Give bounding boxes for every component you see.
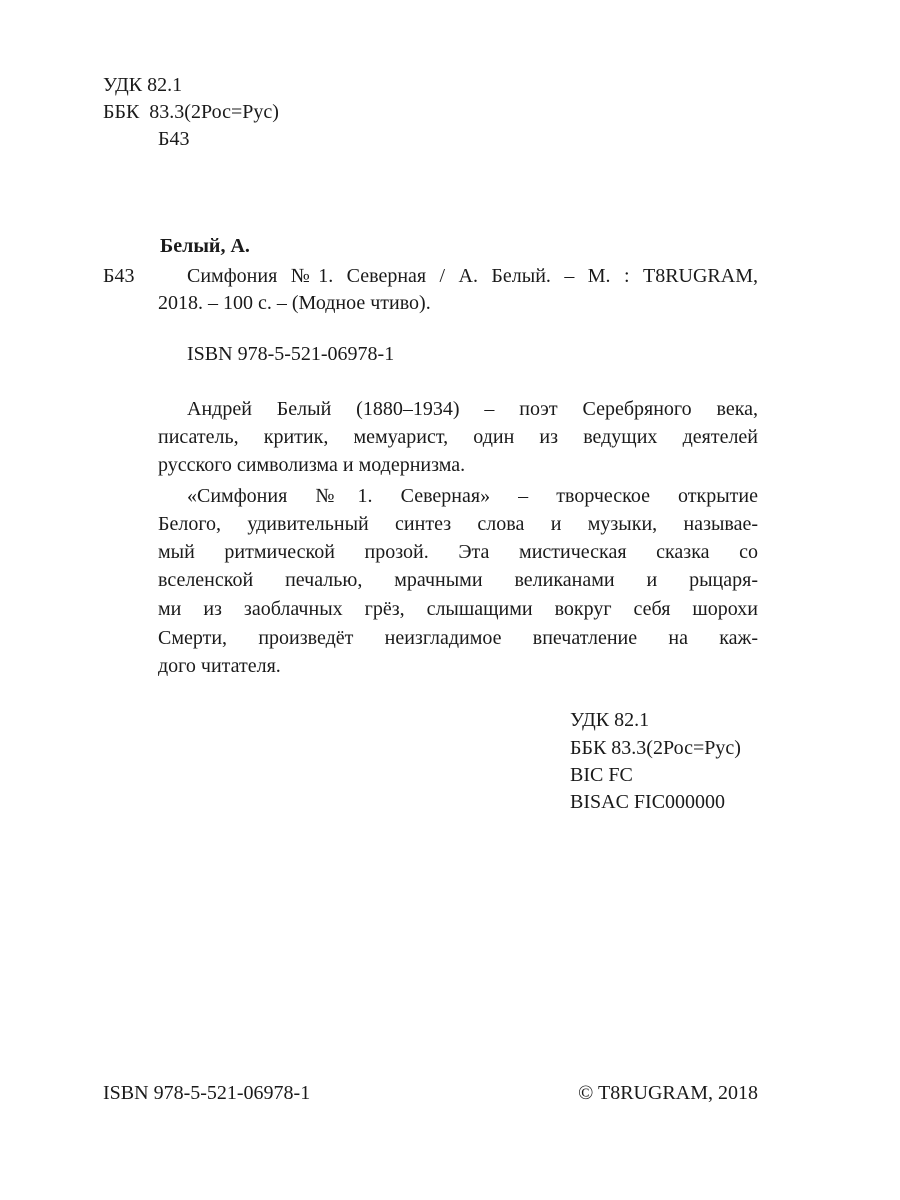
- footer-copyright: © T8RUGRAM, 2018: [578, 1082, 758, 1104]
- annotation-line: Белого, удивительный синтез слова и музыки, называе-: [158, 513, 758, 535]
- annotation-line: вселенской печалью, мрачными великанами и рыцаря-: [158, 569, 758, 591]
- header-udk: УДК 82.1: [103, 74, 183, 96]
- catalog-mark: Б43: [103, 265, 135, 287]
- annotation-line: русского символизма и модернизма.: [158, 454, 466, 476]
- footer-isbn: ISBN 978-5-521-06978-1: [103, 1082, 311, 1104]
- class-bisac: BISAC FIC000000: [570, 791, 726, 813]
- annotation-line: дого читателя.: [158, 655, 281, 677]
- annotation-line: Андрей Белый (1880–1934) – поэт Серебряного века,: [187, 398, 758, 420]
- catalog-isbn: ISBN 978-5-521-06978-1: [187, 343, 395, 365]
- header-author-mark: Б43: [158, 128, 190, 150]
- annotation-line: «Симфония №1. Северная» – творческое открытие: [187, 485, 758, 507]
- class-bic: BIC FC: [570, 764, 633, 786]
- catalog-title-line: 2018. – 100 с. – (Модное чтиво).: [158, 292, 431, 314]
- class-udk: УДК 82.1: [570, 709, 650, 731]
- header-bbk: ББК 83.3(2Рос=Рус): [103, 101, 279, 123]
- annotation-line: ми из заоблачных грёз, слышащими вокруг себя шорохи: [158, 598, 758, 620]
- annotation-line: мый ритмической прозой. Эта мистическая сказка со: [158, 541, 758, 563]
- catalog-author: Белый, А.: [160, 235, 250, 257]
- annotation-line: писатель, критик, мемуарист, один из ведущих деятелей: [158, 426, 758, 448]
- catalog-title-line: Симфония №1. Северная / А. Белый. – М. : T8RUGRAM,: [187, 265, 758, 287]
- annotation-line: Смерти, произведёт неизгладимое впечатление на каж-: [158, 627, 758, 649]
- class-bbk: ББК 83.3(2Рос=Рус): [570, 737, 741, 759]
